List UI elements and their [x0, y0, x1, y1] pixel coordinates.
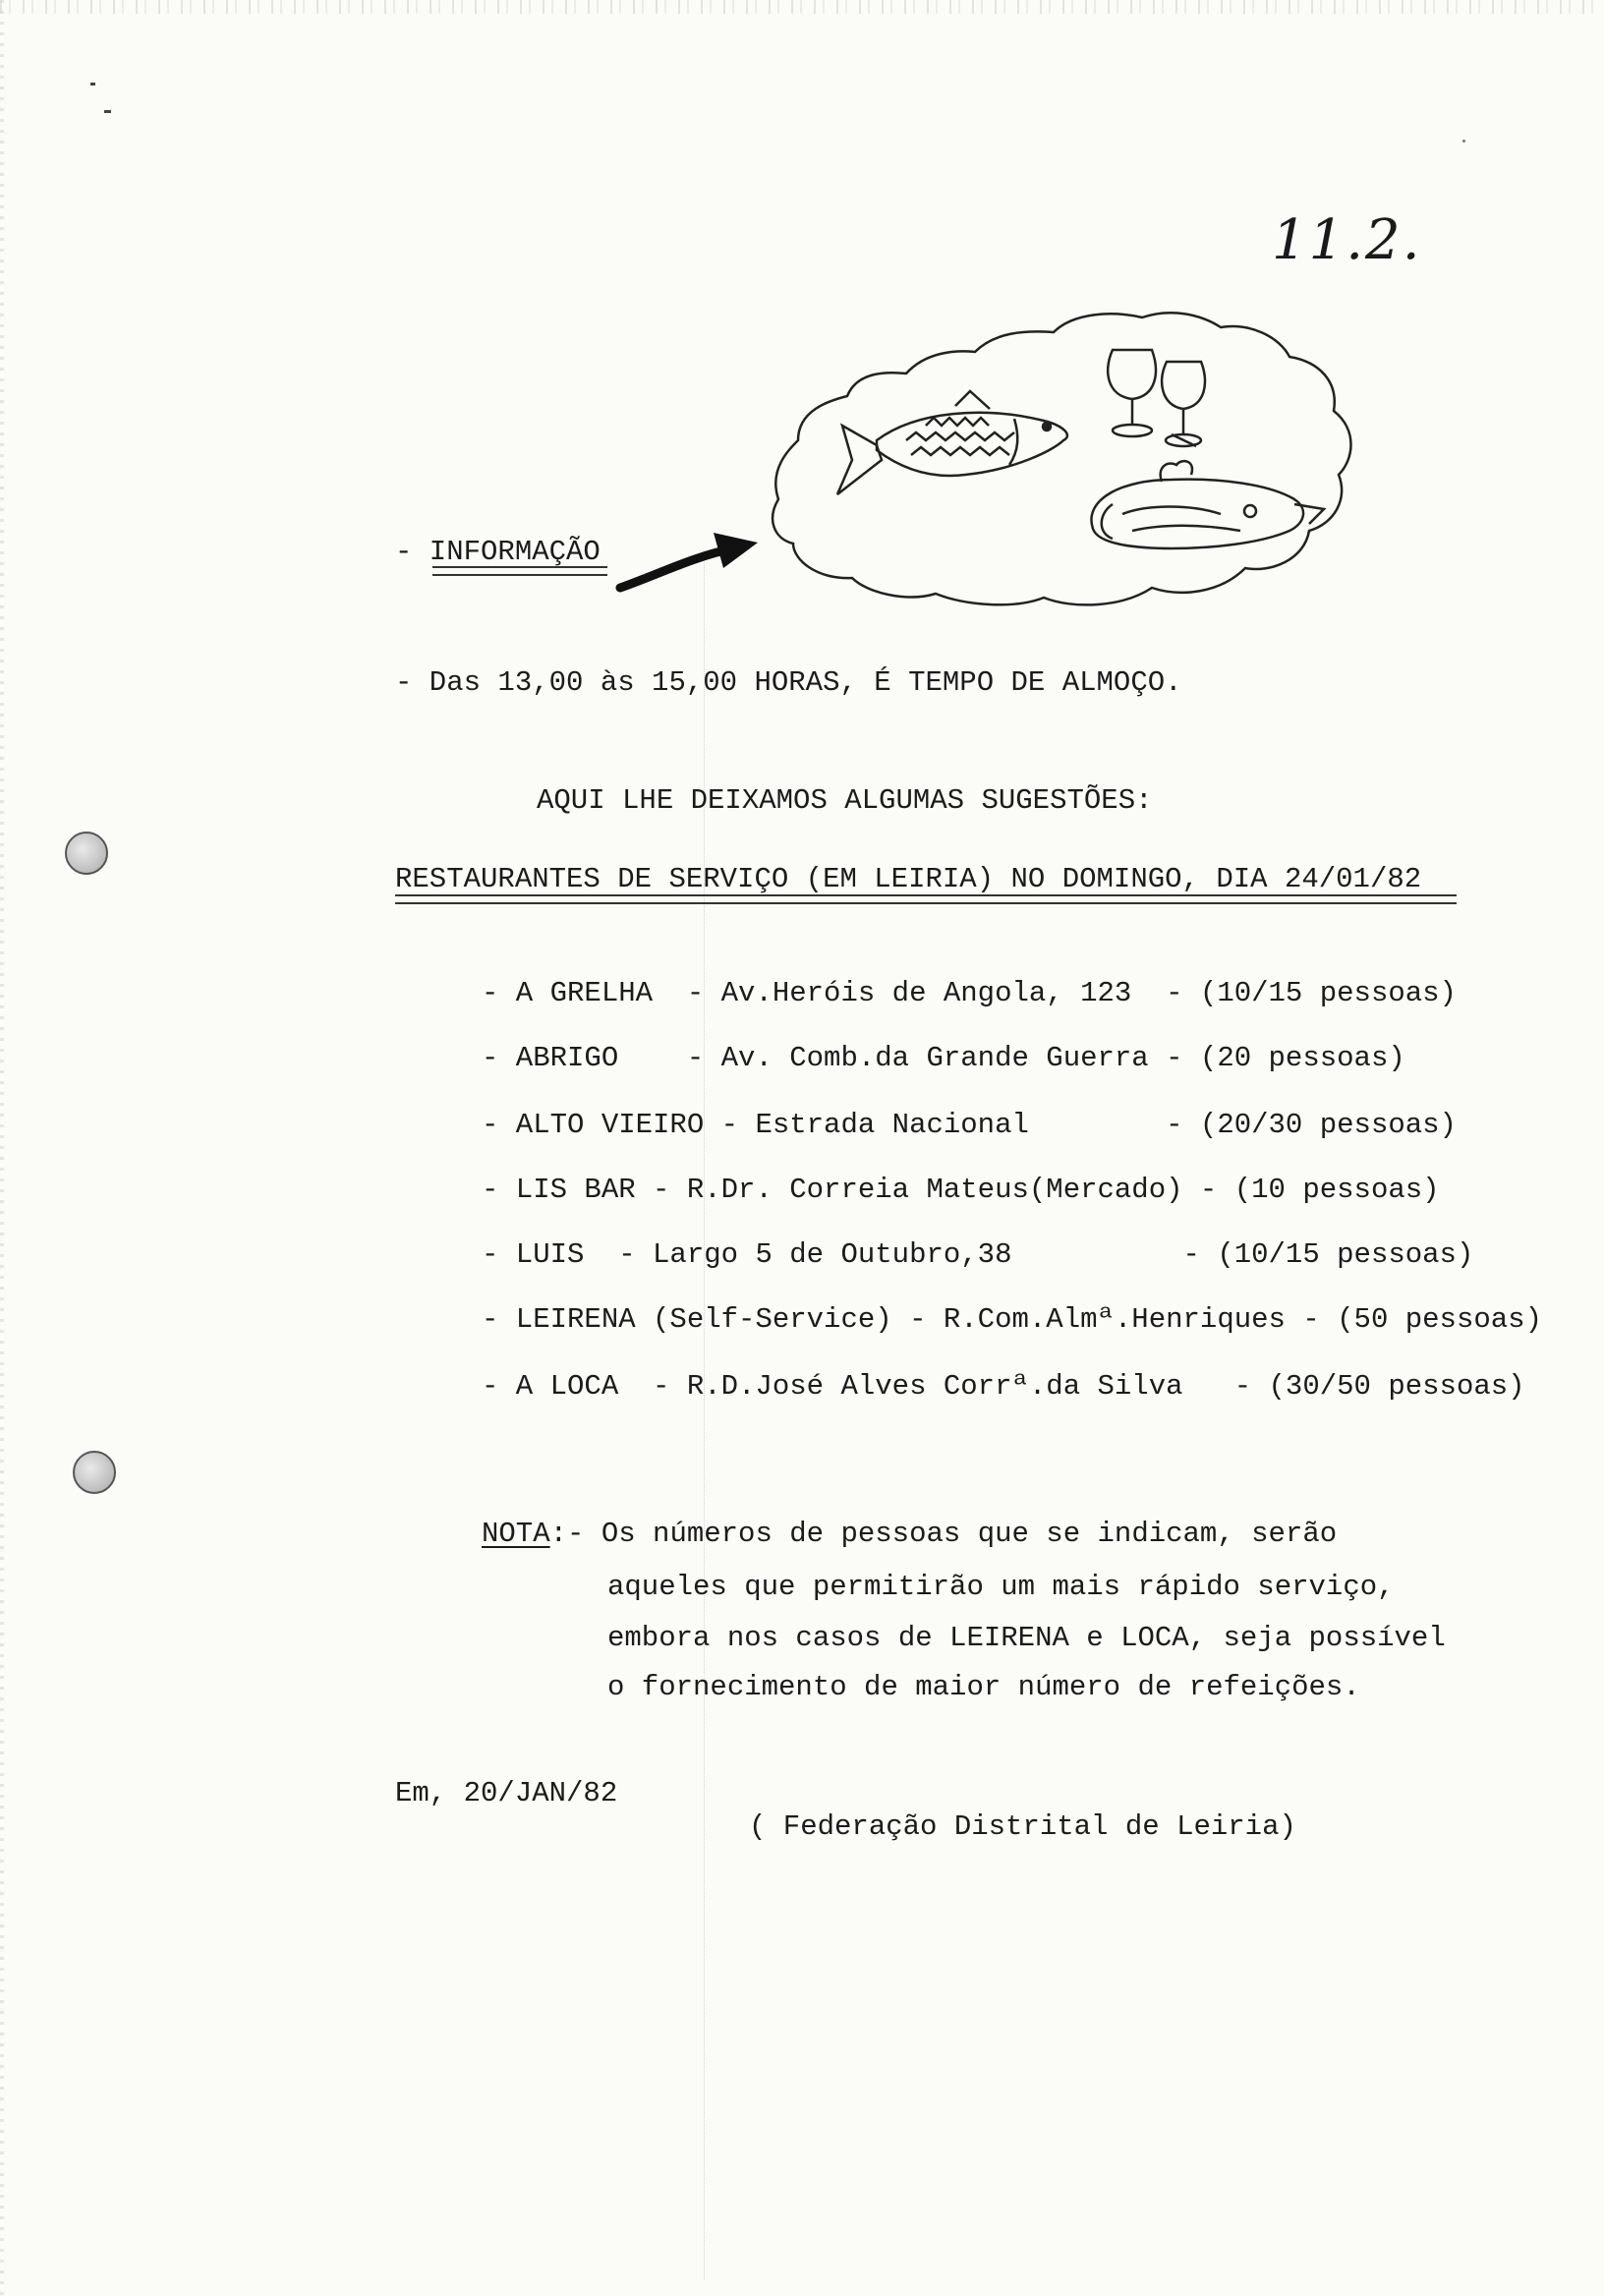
- roast-chicken-icon: [1091, 461, 1324, 548]
- page-number: 11.2.: [1272, 208, 1422, 272]
- arrow-icon: [615, 527, 763, 596]
- punch-hole-lower: [73, 1451, 116, 1494]
- wine-glasses-icon: [1108, 350, 1205, 446]
- fish-icon: [837, 391, 1067, 494]
- scan-noise-top: [0, 0, 1604, 14]
- nota-label: NOTA: [482, 1518, 550, 1550]
- restaurant-item: - ABRIGO - Av. Comb.da Grande Guerra - (20 pessoas): [482, 1042, 1405, 1074]
- date-line: Em, 20/JAN/82: [395, 1777, 618, 1809]
- restaurant-item: - LEIRENA (Self-Service) - R.Com.Almª.Henriques - (50 pessoas): [482, 1303, 1542, 1336]
- scan-speck: [1462, 140, 1465, 143]
- scan-speck: [90, 83, 95, 86]
- restaurant-item: - A LOCA - R.D.José Alves Corrª.da Silva - (30/50 pessoas): [482, 1370, 1525, 1403]
- double-underline: [432, 566, 607, 576]
- scan-speck: [104, 110, 111, 113]
- scan-edge-left: [0, 0, 4, 2296]
- info-label: - INFORMAÇÃO: [395, 536, 601, 568]
- nota-line: [482, 1520, 1337, 1548]
- double-underline: [395, 894, 1457, 904]
- nota-text: :- Os números de pessoas que se indicam, serão: [549, 1518, 1338, 1550]
- punch-hole-upper: [65, 832, 108, 875]
- nota-line: o fornecimento de maior número de refeições.: [607, 1671, 1360, 1703]
- restaurant-item: - LUIS - Largo 5 de Outubro,38 - (10/15 pessoas): [482, 1238, 1474, 1271]
- restaurants-heading: RESTAURANTES DE SERVIÇO (EM LEIRIA) NO DOMINGO, DIA 24/01/82: [395, 863, 1422, 895]
- restaurant-item: - ALTO VIEIRO - Estrada Nacional - (20/30 pessoas): [482, 1109, 1457, 1141]
- lunch-illustration: [759, 303, 1368, 617]
- lunch-time-line: - Das 13,00 às 15,00 HORAS, É TEMPO DE ALMOÇO.: [395, 666, 1182, 699]
- suggestions-intro: AQUI LHE DEIXAMOS ALGUMAS SUGESTÕES:: [537, 784, 1153, 817]
- restaurant-item: - A GRELHA - Av.Heróis de Angola, 123 - (10/15 pessoas): [482, 977, 1457, 1009]
- restaurant-item: - LIS BAR - R.Dr. Correia Mateus(Mercado) - (10 pessoas): [482, 1174, 1440, 1206]
- nota-line: embora nos casos de LEIRENA e LOCA, seja possível: [607, 1622, 1446, 1654]
- nota-line: aqueles que permitirão um mais rápido serviço,: [607, 1571, 1395, 1603]
- signature-line: ( Federação Distrital de Leiria): [749, 1810, 1296, 1843]
